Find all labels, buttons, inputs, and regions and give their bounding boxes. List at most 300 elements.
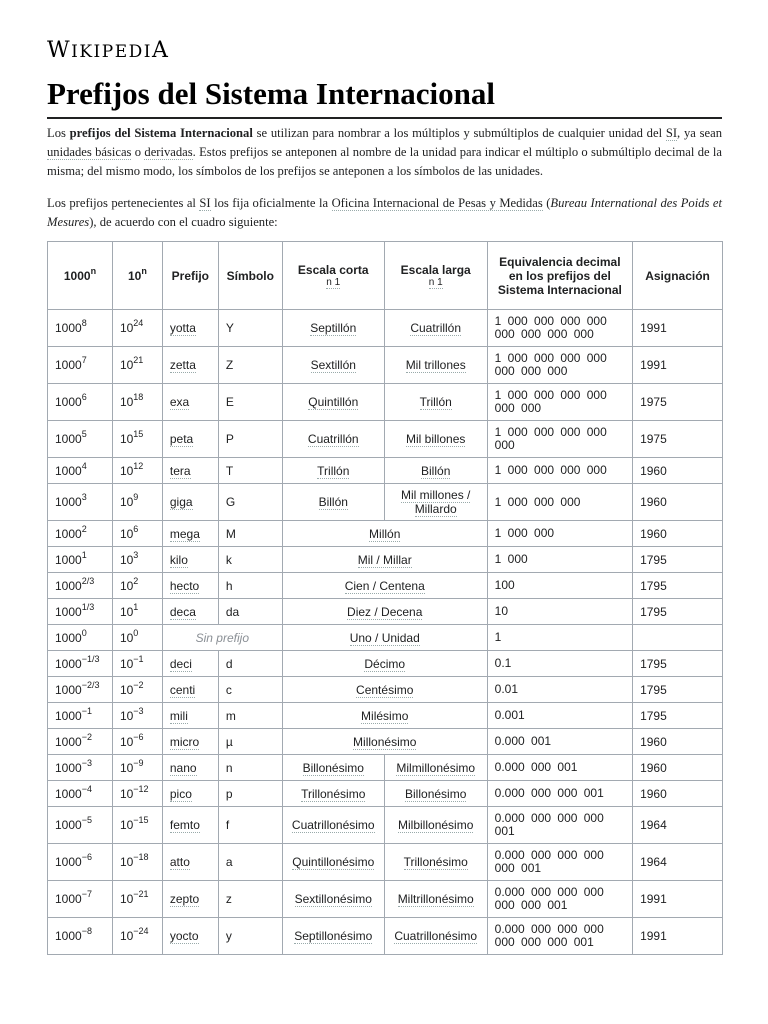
prefix-link[interactable]: atto — [169, 855, 190, 869]
header-base-pow-exp: n — [90, 265, 97, 276]
link-derivadas[interactable]: derivadas — [144, 145, 193, 159]
cell-base-pow — [48, 384, 113, 421]
base-pow-exponent: −2 — [81, 731, 92, 742]
ten-pow-value: 10 — [119, 552, 134, 567]
link-si-2[interactable]: SI — [199, 196, 211, 210]
escala-both-link[interactable]: Uno / Unidad — [349, 630, 420, 645]
cell-prefijo[interactable] — [162, 521, 218, 547]
cell-equivalencia: 1 000 000 — [487, 521, 632, 547]
ten-pow-value: 10 — [119, 495, 134, 509]
cell-base-pow — [48, 458, 113, 484]
cell-ten-pow — [112, 625, 162, 651]
table-row — [48, 573, 723, 599]
base-pow-value: 1000 — [55, 786, 82, 801]
cell-equivalencia: 0.000 000 000 000 000 001 — [487, 844, 632, 881]
ten-pow-value: 10 — [119, 708, 134, 723]
title-divider — [47, 117, 722, 119]
escala-larga-link[interactable]: Miltrillonésimo — [397, 892, 474, 906]
cell-escala-corta — [282, 421, 384, 458]
cell-escala-larga — [384, 781, 487, 807]
page-title: Prefijos del Sistema Internacional — [47, 76, 496, 111]
header-ten-pow-text: 10 — [127, 268, 142, 283]
table-row — [48, 310, 723, 347]
base-pow-value: 1000 — [55, 929, 82, 943]
ten-pow-exponent: 9 — [133, 492, 139, 502]
ten-pow-value: 10 — [119, 656, 134, 671]
cell-ten-pow — [112, 844, 162, 881]
base-pow-value: 1000 — [55, 760, 82, 775]
ten-pow-value: 10 — [119, 432, 134, 446]
cell-prefijo[interactable] — [162, 484, 218, 521]
header-asignacion[interactable]: Asignación — [633, 242, 723, 310]
escala-corta-link[interactable]: Sextillón — [310, 358, 356, 372]
cell-escala-both — [282, 625, 487, 651]
base-pow-exponent: −1 — [81, 705, 92, 716]
ten-pow-exponent: 15 — [133, 429, 144, 439]
p1-bold-term: prefijos del Sistema Internacional — [69, 126, 253, 140]
cell-equivalencia: 10 — [487, 599, 632, 625]
cell-prefijo[interactable] — [162, 755, 218, 781]
prefix-link[interactable]: centi — [169, 682, 196, 697]
cell-prefijo[interactable] — [162, 421, 218, 458]
ten-pow-value: 10 — [119, 630, 134, 645]
base-pow-value: 1000 — [55, 432, 82, 446]
cell-base-pow — [48, 421, 113, 458]
cell-prefijo[interactable] — [162, 384, 218, 421]
cell-equivalencia: 100 — [487, 573, 632, 599]
escala-larga-link[interactable]: Mil billones — [406, 432, 466, 446]
ten-pow-value: 10 — [119, 463, 134, 478]
cell-base-pow — [48, 310, 113, 347]
prefix-link[interactable]: giga — [169, 495, 193, 509]
p1-text-e: . Estos prefijos se anteponen al nombre de la unidad para indicar el múltiplo o submúltiplo decimal de la misma; del mismo modo, los símbolos de los prefijos se anteponen a los símbolos de las unidades. — [47, 145, 722, 178]
base-pow-exponent: −7 — [81, 889, 92, 899]
wikipedia-logo[interactable] — [47, 38, 169, 63]
base-pow-value: 1000 — [55, 321, 82, 335]
cell-ten-pow — [112, 703, 162, 729]
cell-prefijo[interactable] — [162, 729, 218, 755]
cell-simbolo: M — [218, 521, 282, 547]
ten-pow-exponent: 3 — [133, 549, 139, 560]
prefix-link[interactable]: pico — [169, 786, 192, 801]
escala-larga-link[interactable]: Billonésimo — [405, 786, 467, 801]
cell-base-pow — [48, 703, 113, 729]
sin-prefijo-text: Sin prefijo — [195, 630, 249, 645]
ten-pow-exponent: −18 — [133, 852, 149, 862]
prefix-link[interactable]: mega — [169, 526, 200, 541]
cell-simbolo: n — [218, 755, 282, 781]
ten-pow-value: 10 — [119, 321, 134, 335]
cell-escala-both — [282, 729, 487, 755]
p2-text-d: ), de acuerdo con el cuadro siguiente: — [89, 215, 278, 229]
cell-ten-pow — [112, 755, 162, 781]
cell-prefijo[interactable] — [162, 918, 218, 955]
escala-corta-link[interactable]: Sextillonésimo — [294, 892, 372, 906]
escala-both-link[interactable]: Centésimo — [356, 682, 414, 697]
cell-equivalencia: 1 000 000 000 000 000 000 000 — [487, 347, 632, 384]
header-prefijo[interactable]: Prefijo — [162, 242, 218, 310]
base-pow-exponent: 6 — [81, 392, 87, 402]
cell-asignacion: 1991 — [633, 918, 723, 955]
ten-pow-exponent: −15 — [133, 815, 149, 825]
cell-prefijo[interactable] — [162, 703, 218, 729]
cell-asignacion: 1960 — [633, 729, 723, 755]
intro-paragraph-1 — [47, 124, 722, 181]
cell-equivalencia: 0.000 000 000 000 000 000 001 — [487, 881, 632, 918]
cell-asignacion: 1960 — [633, 484, 723, 521]
base-pow-value: 1000 — [55, 604, 82, 619]
cell-prefijo[interactable] — [162, 844, 218, 881]
logo-a: A — [151, 38, 170, 63]
base-pow-value: 1000 — [55, 358, 82, 372]
escala-both-link[interactable]: Mil / Millar — [357, 552, 412, 567]
ten-pow-value: 10 — [119, 929, 134, 943]
cell-asignacion: 1795 — [633, 599, 723, 625]
base-pow-exponent: −8 — [81, 926, 92, 936]
escala-larga-link[interactable]: Cuatrillonésimo — [394, 929, 478, 943]
cell-simbolo: E — [218, 384, 282, 421]
cell-prefijo[interactable] — [162, 310, 218, 347]
cell-escala-corta — [282, 458, 384, 484]
cell-base-pow — [48, 918, 113, 955]
prefix-link[interactable]: zetta — [169, 358, 196, 372]
table-row — [48, 547, 723, 573]
table-row — [48, 677, 723, 703]
logo-w: W — [47, 38, 72, 63]
escala-both-link[interactable]: Cien / Centena — [344, 578, 425, 593]
cell-ten-pow — [112, 484, 162, 521]
cell-escala-larga — [384, 807, 487, 844]
cell-equivalencia: 0.1 — [487, 651, 632, 677]
cell-simbolo: T — [218, 458, 282, 484]
escala-corta-link[interactable]: Billón — [318, 495, 348, 509]
ten-pow-exponent: 21 — [133, 355, 144, 365]
cell-equivalencia: 0.01 — [487, 677, 632, 703]
cell-simbolo: da — [218, 599, 282, 625]
cell-escala-both — [282, 599, 487, 625]
base-pow-exponent: 7 — [81, 355, 87, 365]
cell-escala-larga — [384, 844, 487, 881]
escala-larga-link[interactable]: Billón — [421, 463, 451, 478]
table-row — [48, 651, 723, 677]
base-pow-exponent: −4 — [81, 783, 92, 794]
p1-text-b: se utilizan para nombrar a los múltiplos y submúltiplos de cualquier unidad del — [252, 126, 666, 140]
escala-both-link[interactable]: Décimo — [364, 656, 406, 671]
cell-equivalencia: 0.000 001 — [487, 729, 632, 755]
table-row — [48, 703, 723, 729]
cell-base-pow — [48, 677, 113, 703]
cell-simbolo: k — [218, 547, 282, 573]
cell-escala-both — [282, 521, 487, 547]
cell-base-pow — [48, 729, 113, 755]
link-oficina-internacional[interactable]: Oficina Internacional de Pesas y Medidas — [331, 196, 543, 210]
cell-simbolo: G — [218, 484, 282, 521]
escala-both-link[interactable]: Millonésimo — [353, 734, 417, 749]
prefix-link[interactable]: kilo — [169, 552, 188, 567]
intro-paragraph-2 — [47, 194, 722, 232]
base-pow-value: 1000 — [55, 892, 82, 906]
cell-asignacion: 1960 — [633, 781, 723, 807]
base-pow-value: 1000 — [55, 855, 82, 869]
escala-larga-link[interactable]: Cuatrillón — [410, 321, 462, 335]
base-pow-value: 1000 — [55, 495, 82, 509]
header-escala-corta-text: Escala corta — [297, 263, 369, 277]
table-row — [48, 625, 723, 651]
cell-escala-larga — [384, 918, 487, 955]
table-row — [48, 918, 723, 955]
prefix-link[interactable]: hecto — [169, 578, 200, 593]
cell-escala-larga — [384, 484, 487, 521]
cell-escala-corta — [282, 384, 384, 421]
ten-pow-exponent: −1 — [133, 653, 144, 664]
table-row — [48, 458, 723, 484]
cell-asignacion: 1975 — [633, 384, 723, 421]
base-pow-value: 1000 — [55, 708, 82, 723]
cell-prefijo[interactable] — [162, 651, 218, 677]
si-prefixes-table — [47, 241, 723, 955]
cell-simbolo: Z — [218, 347, 282, 384]
cell-escala-corta — [282, 781, 384, 807]
cell-escala-larga — [384, 755, 487, 781]
cell-ten-pow — [112, 573, 162, 599]
ten-pow-value: 10 — [119, 855, 134, 869]
ten-pow-value: 10 — [119, 526, 134, 541]
ten-pow-exponent: 18 — [133, 392, 144, 402]
base-pow-exponent: 8 — [81, 318, 87, 328]
cell-equivalencia: 0.000 000 000 000 001 — [487, 807, 632, 844]
ten-pow-exponent: −12 — [133, 783, 149, 794]
cell-ten-pow — [112, 458, 162, 484]
table-row — [48, 384, 723, 421]
cell-ten-pow — [112, 729, 162, 755]
table-row — [48, 599, 723, 625]
prefix-link[interactable]: exa — [169, 395, 190, 409]
cell-simbolo: f — [218, 807, 282, 844]
prefix-link[interactable]: femto — [169, 818, 200, 832]
cell-escala-corta — [282, 755, 384, 781]
cell-ten-pow — [112, 547, 162, 573]
base-pow-exponent: 1 — [81, 549, 87, 560]
logo-rest: IKIPEDI — [71, 42, 152, 62]
prefix-link[interactable]: deca — [169, 604, 196, 619]
escala-larga-link[interactable]: Milmillonésimo — [396, 760, 476, 775]
ten-pow-value: 10 — [119, 604, 134, 619]
p2-italic-name: Bureau International des Poids et Mesures — [47, 196, 722, 229]
base-pow-exponent: 0 — [81, 627, 87, 638]
header-base-pow-text: 1000 — [63, 268, 91, 283]
base-pow-value: 1000 — [55, 526, 82, 541]
cell-ten-pow — [112, 599, 162, 625]
cell-prefijo[interactable] — [162, 881, 218, 918]
base-pow-exponent: 2/3 — [81, 575, 95, 586]
header-escala-larga[interactable] — [384, 242, 487, 310]
cell-ten-pow — [112, 651, 162, 677]
prefix-link[interactable]: deci — [169, 656, 192, 671]
cell-equivalencia: 0.000 000 000 000 000 000 000 001 — [487, 918, 632, 955]
cell-equivalencia: 0.000 000 000 001 — [487, 781, 632, 807]
ten-pow-exponent: −2 — [133, 679, 144, 690]
cell-asignacion: 1991 — [633, 310, 723, 347]
table-row — [48, 881, 723, 918]
ten-pow-exponent: −21 — [133, 889, 149, 899]
cell-escala-larga — [384, 421, 487, 458]
base-pow-exponent: −1/3 — [81, 653, 100, 664]
base-pow-value: 1000 — [55, 578, 82, 593]
table-row — [48, 729, 723, 755]
prefix-link[interactable]: peta — [169, 432, 194, 446]
table-row — [48, 807, 723, 844]
prefix-link[interactable]: yocto — [169, 929, 199, 943]
cell-asignacion: 1991 — [633, 347, 723, 384]
cell-prefijo[interactable] — [162, 347, 218, 384]
ten-pow-value: 10 — [119, 760, 134, 775]
header-simbolo[interactable]: Símbolo — [218, 242, 282, 310]
base-pow-value: 1000 — [55, 682, 82, 697]
header-escala-corta[interactable] — [282, 242, 384, 310]
cell-base-pow — [48, 573, 113, 599]
cell-asignacion: 1795 — [633, 703, 723, 729]
base-pow-exponent: 5 — [81, 429, 87, 439]
cell-simbolo: z — [218, 881, 282, 918]
ten-pow-exponent: −3 — [133, 705, 144, 716]
base-pow-exponent: 4 — [81, 460, 87, 471]
base-pow-value: 1000 — [55, 656, 82, 671]
cell-asignacion: 1795 — [633, 651, 723, 677]
cell-prefijo[interactable] — [162, 677, 218, 703]
cell-escala-larga — [384, 347, 487, 384]
cell-prefijo[interactable] — [162, 547, 218, 573]
cell-base-pow — [48, 844, 113, 881]
escala-corta-link[interactable]: Cuatrillonésimo — [291, 818, 375, 832]
escala-corta-link[interactable]: Quintillonésimo — [292, 855, 375, 869]
escala-both-link[interactable]: Millón — [369, 526, 401, 541]
base-pow-exponent: −6 — [81, 852, 92, 862]
cell-ten-pow — [112, 421, 162, 458]
ten-pow-value: 10 — [119, 818, 134, 832]
header-ten-pow[interactable] — [112, 242, 162, 310]
escala-both-link[interactable]: Milésimo — [361, 708, 409, 723]
escala-corta-link[interactable]: Billonésimo — [302, 760, 364, 775]
table-row — [48, 421, 723, 458]
cell-simbolo: Y — [218, 310, 282, 347]
escala-larga-link[interactable]: Trillonésimo — [403, 855, 468, 869]
table-row — [48, 484, 723, 521]
base-pow-exponent: 1/3 — [81, 601, 95, 612]
cell-simbolo: a — [218, 844, 282, 881]
prefix-link[interactable]: tera — [169, 463, 191, 478]
cell-escala-corta — [282, 881, 384, 918]
escala-larga-link[interactable]: Trillón — [419, 395, 452, 409]
escala-both-link[interactable]: Diez / Decena — [347, 604, 423, 619]
table-row — [48, 755, 723, 781]
escala-corta-link[interactable]: Quintillón — [308, 395, 359, 409]
base-pow-value: 1000 — [55, 630, 82, 645]
escala-corta-link[interactable]: Trillonésimo — [301, 786, 366, 801]
escala-larga-link[interactable]: Mil trillones — [405, 358, 466, 372]
cell-equivalencia: 1 000 000 000 — [487, 484, 632, 521]
escala-corta-link[interactable]: Cuatrillón — [307, 432, 359, 446]
prefix-link[interactable]: yotta — [169, 321, 196, 335]
cell-asignacion — [633, 625, 723, 651]
cell-equivalencia: 1 000 000 000 000 000 000 000 000 — [487, 310, 632, 347]
ten-pow-value: 10 — [119, 682, 134, 697]
cell-equivalencia: 1 000 000 000 000 000 — [487, 421, 632, 458]
cell-ten-pow — [112, 310, 162, 347]
ten-pow-exponent: −24 — [133, 926, 149, 936]
cell-prefijo[interactable] — [162, 807, 218, 844]
base-pow-exponent: 3 — [81, 492, 87, 502]
p2-text-c: ( — [542, 196, 551, 210]
cell-base-pow — [48, 651, 113, 677]
cell-base-pow — [48, 755, 113, 781]
cell-prefijo[interactable] — [162, 781, 218, 807]
cell-escala-larga — [384, 310, 487, 347]
prefix-link[interactable]: mili — [169, 708, 188, 723]
base-pow-value: 1000 — [55, 395, 82, 409]
cell-simbolo: p — [218, 781, 282, 807]
p1-text-a: Los — [47, 126, 70, 140]
cell-escala-both — [282, 573, 487, 599]
escala-corta-link[interactable]: Septillonésimo — [294, 929, 373, 943]
cell-prefijo[interactable] — [162, 599, 218, 625]
prefix-link[interactable]: nano — [169, 760, 197, 775]
cell-prefijo[interactable] — [162, 573, 218, 599]
table-header-row — [48, 242, 723, 310]
cell-escala-corta — [282, 484, 384, 521]
header-escala-corta-note[interactable]: n 1 — [326, 277, 341, 288]
cell-ten-pow — [112, 807, 162, 844]
cell-base-pow — [48, 625, 113, 651]
cell-asignacion: 1964 — [633, 807, 723, 844]
header-base-pow[interactable] — [48, 242, 113, 310]
escala-corta-link[interactable]: Septillón — [310, 321, 357, 335]
cell-base-pow — [48, 781, 113, 807]
ten-pow-exponent: 6 — [133, 523, 139, 534]
ten-pow-value: 10 — [119, 578, 134, 593]
cell-base-pow — [48, 347, 113, 384]
cell-equivalencia: 1 000 000 000 000 000 000 — [487, 384, 632, 421]
cell-escala-corta — [282, 918, 384, 955]
header-escala-larga-note[interactable]: n 1 — [428, 277, 443, 288]
cell-simbolo: d — [218, 651, 282, 677]
cell-asignacion: 1960 — [633, 521, 723, 547]
cell-equivalencia: 0.000 000 001 — [487, 755, 632, 781]
cell-base-pow — [48, 521, 113, 547]
cell-escala-larga — [384, 881, 487, 918]
escala-corta-link[interactable]: Trillón — [317, 463, 350, 478]
base-pow-exponent: 2 — [81, 523, 87, 534]
escala-larga-link[interactable]: Mil millones / Millardo — [401, 488, 471, 516]
cell-asignacion: 1975 — [633, 421, 723, 458]
prefix-link[interactable]: zepto — [169, 892, 200, 906]
cell-prefijo[interactable] — [162, 458, 218, 484]
cell-equivalencia: 0.001 — [487, 703, 632, 729]
ten-pow-exponent: −9 — [133, 757, 144, 768]
cell-asignacion: 1795 — [633, 677, 723, 703]
escala-larga-link[interactable]: Milbillonésimo — [398, 818, 474, 832]
header-equivalencia[interactable]: Equivalencia decimal en los prefijos del Sistema Internacional — [487, 242, 632, 310]
cell-asignacion: 1991 — [633, 881, 723, 918]
link-si[interactable]: SI — [665, 126, 678, 140]
ten-pow-value: 10 — [119, 786, 134, 801]
cell-escala-corta — [282, 844, 384, 881]
prefix-link[interactable]: micro — [169, 734, 200, 749]
link-unidades-basicas[interactable]: unidades básicas — [47, 145, 132, 159]
cell-simbolo: m — [218, 703, 282, 729]
cell-ten-pow — [112, 384, 162, 421]
cell-asignacion: 1960 — [633, 755, 723, 781]
cell-asignacion: 1960 — [633, 458, 723, 484]
